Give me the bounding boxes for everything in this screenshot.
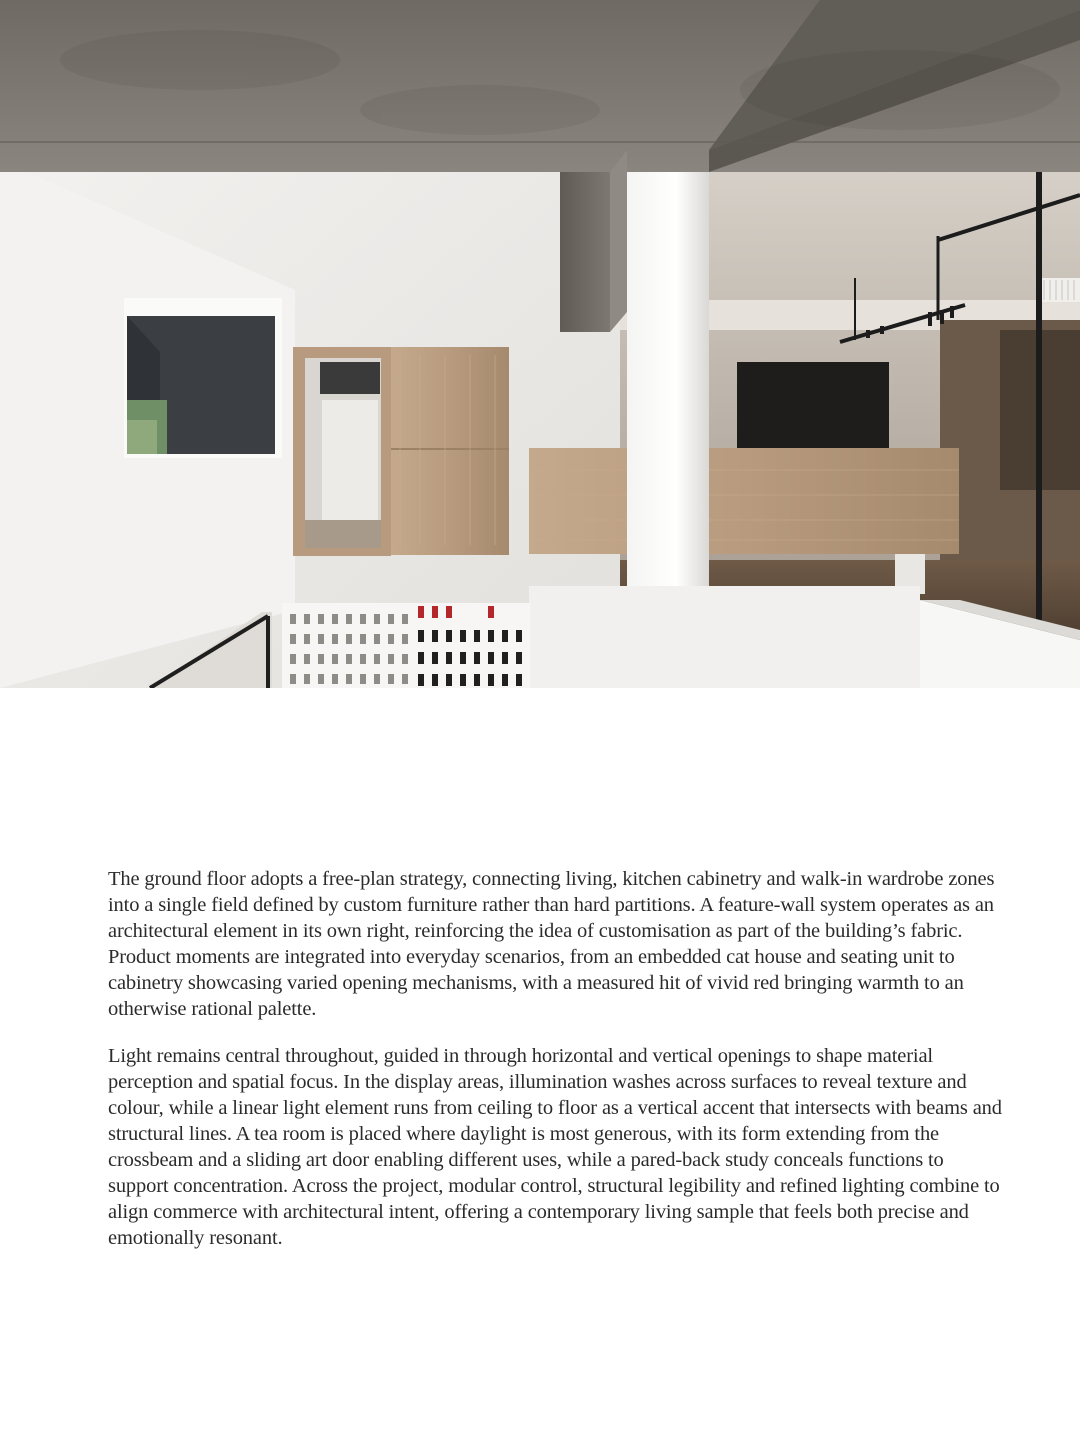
article-paragraph-1: The ground floor adopts a free-plan strategy, connecting living, kitchen cabinetry and walk-in wardrobe zones into a single field defined by custom furniture rather than hard partitions. A feature-wall system operates as an architectural element in its own right, reinforcing the idea of customisation as part of the building’s fabric. Product moments are integrated into everyday scenarios, from an embedded cat house and seating unit to cabinetry showcasing varied opening mechanisms, with a measured hit of vivid red bringing warmth to an otherwise rational palette. [108, 868, 995, 1020]
article-paragraph-2: Light remains central throughout, guided in through horizontal and vertical openings to shape material perception and spatial focus. In the display areas, illumination washes across surfaces to reveal texture and colour, while a linear light element runs from ceiling to floor as a vertical accent that intersects with beams and structural lines. A tea room is placed where daylight is most generous, with its form extending from the crossbeam and a sliding art door enabling different uses, while a pared-back study conceals functions to support concentration. Across the project, modular control, structural legibility and refined lighting combine to align commerce with architectural intent, offering a contemporary living sample that feels both precise and emotionally resonant. [108, 1045, 1002, 1249]
article-body [108, 866, 1008, 1272]
interior-photo-illustration [0, 0, 1080, 688]
hero-photo [0, 0, 1080, 688]
